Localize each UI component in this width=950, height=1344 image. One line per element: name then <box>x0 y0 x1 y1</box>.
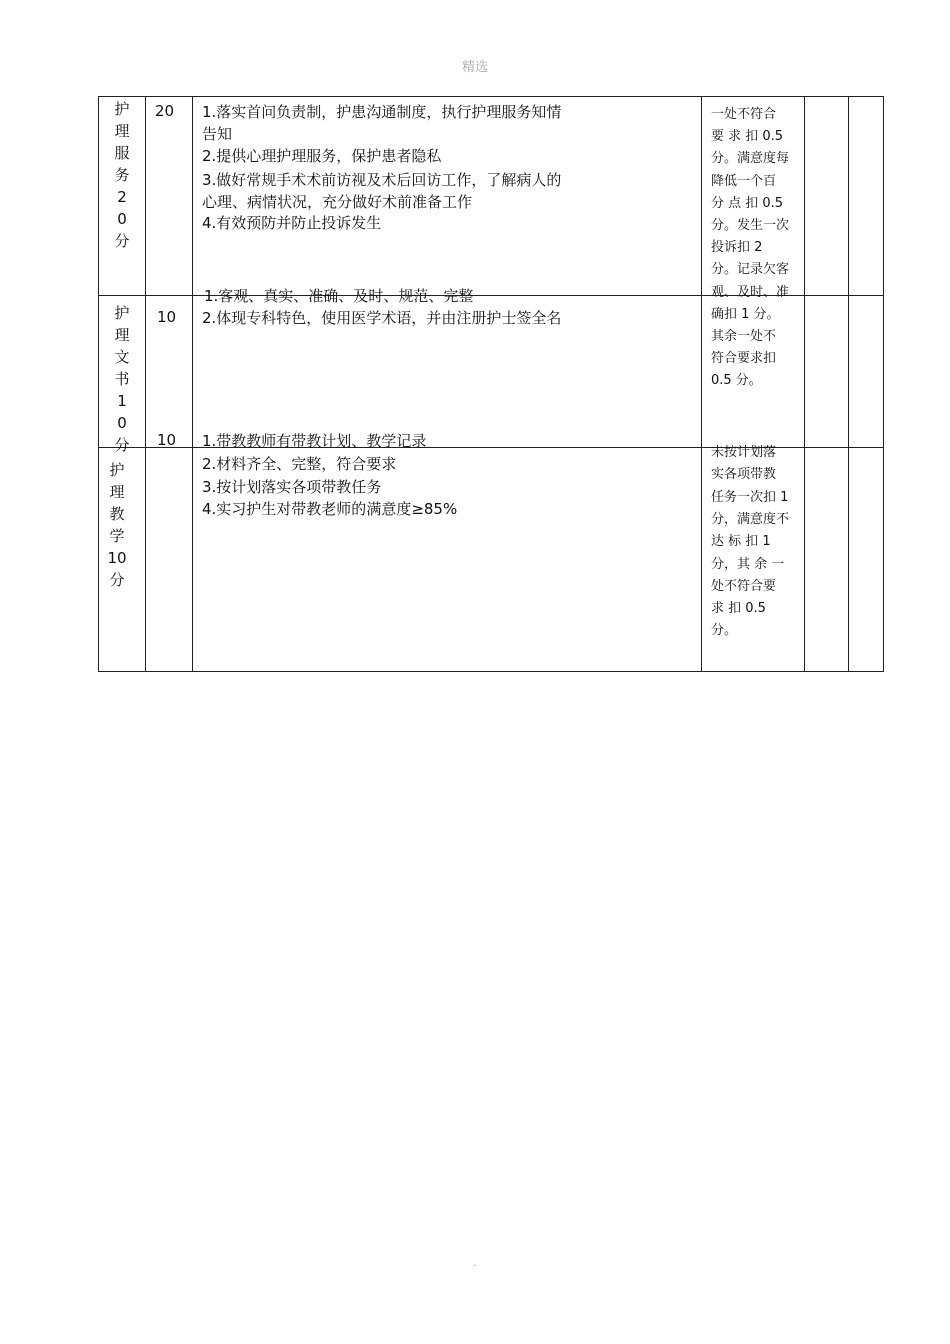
note-line: 求 扣 0.5 <box>711 601 766 616</box>
category-nursing-teaching <box>105 459 129 591</box>
category-char: 理 <box>114 122 130 140</box>
note-line: 分 点 扣 0.5 <box>711 196 784 211</box>
item-line: 告知 <box>202 125 233 143</box>
note-line: 观、及时、准 <box>711 285 790 300</box>
note-line: 分。满意度每 <box>711 151 790 166</box>
note-line: 分。发生一次 <box>711 218 790 233</box>
table-border-top <box>98 96 884 97</box>
item-line: 4.实习护生对带教老师的满意度≥85% <box>202 500 458 518</box>
item-line: 3.做好常规手术术前访视及术后回访工作，了解病人的 <box>202 171 562 189</box>
category-char: 10 <box>107 549 127 567</box>
category-nursing-service <box>110 98 134 252</box>
col-line-2 <box>192 96 193 672</box>
category-char: 学 <box>109 527 125 545</box>
note-line: 分，满意度不 <box>711 512 790 527</box>
category-char: 分 <box>114 232 130 250</box>
note-line: 确扣 1 分。 <box>711 307 780 322</box>
item-line: 2.提供心理护理服务，保护患者隐私 <box>202 147 442 165</box>
col-line-4 <box>804 96 805 672</box>
category-nursing-documents <box>110 302 134 456</box>
note-line: 处不符合要 <box>711 579 777 594</box>
note-line: 投诉扣 2 <box>711 240 763 255</box>
category-char: 理 <box>109 483 125 501</box>
item-line: 1.落实首问负责制，护患沟通制度，执行护理服务知情 <box>202 103 562 121</box>
page-header: 精选 <box>461 60 488 75</box>
note-line: 降低一个百 <box>711 174 777 189</box>
col-line-0 <box>98 96 99 672</box>
note-line: 其余一处不 <box>711 329 777 344</box>
category-char: 0 <box>117 414 127 432</box>
note-line: 分。记录欠客 <box>711 262 790 277</box>
item-line: 2.材料齐全、完整，符合要求 <box>202 455 397 473</box>
item-line: 1.客观、真实、准确、及时、规范、完整 <box>204 287 474 305</box>
category-char: 2 <box>117 188 127 206</box>
col-line-6 <box>883 96 884 672</box>
note-line: 0.5 分。 <box>711 373 762 388</box>
note-line: 达 标 扣 1 <box>711 534 771 549</box>
category-char: 服 <box>114 144 130 162</box>
category-char: 书 <box>114 370 130 388</box>
category-char: 分 <box>114 436 130 454</box>
category-char: 0 <box>117 210 127 228</box>
score-nursing-teaching: 10 <box>157 431 177 449</box>
note-line: 一处不符合 <box>711 107 777 122</box>
item-line: 4.有效预防并防止投诉发生 <box>202 214 382 232</box>
note-line: 分，其 余 一 <box>711 557 785 572</box>
category-char: 1 <box>117 392 127 410</box>
note-line: 符合要求扣 <box>711 351 777 366</box>
note-line: 未按计划落 <box>711 445 777 460</box>
category-char: 护 <box>114 304 130 322</box>
category-char: 理 <box>114 326 130 344</box>
col-line-3 <box>701 96 702 672</box>
item-line: 3.按计划落实各项带教任务 <box>202 478 382 496</box>
col-line-5 <box>848 96 849 672</box>
item-line: 心理、病情状况，充分做好术前准备工作 <box>202 193 473 211</box>
page-footer: . <box>473 1258 477 1269</box>
score-nursing-service: 20 <box>155 102 175 120</box>
note-line: 要 求 扣 0.5 <box>711 129 784 144</box>
category-char: 教 <box>109 505 125 523</box>
item-line: 2.体现专科特色，使用医学术语，并由注册护士签全名 <box>202 309 562 327</box>
note-line: 分。 <box>711 623 738 638</box>
category-char: 务 <box>114 166 130 184</box>
item-line: 1.带教教师有带教计划、教学记录 <box>202 432 427 450</box>
table-border-bottom <box>98 671 884 672</box>
category-char: 分 <box>109 571 125 589</box>
score-nursing-documents: 10 <box>157 308 177 326</box>
col-line-1 <box>145 96 146 672</box>
note-line: 实各项带教 <box>711 467 777 482</box>
category-char: 护 <box>114 100 130 118</box>
note-line: 任务一次扣 1 <box>711 490 789 505</box>
category-char: 护 <box>109 461 125 479</box>
category-char: 文 <box>114 348 130 366</box>
